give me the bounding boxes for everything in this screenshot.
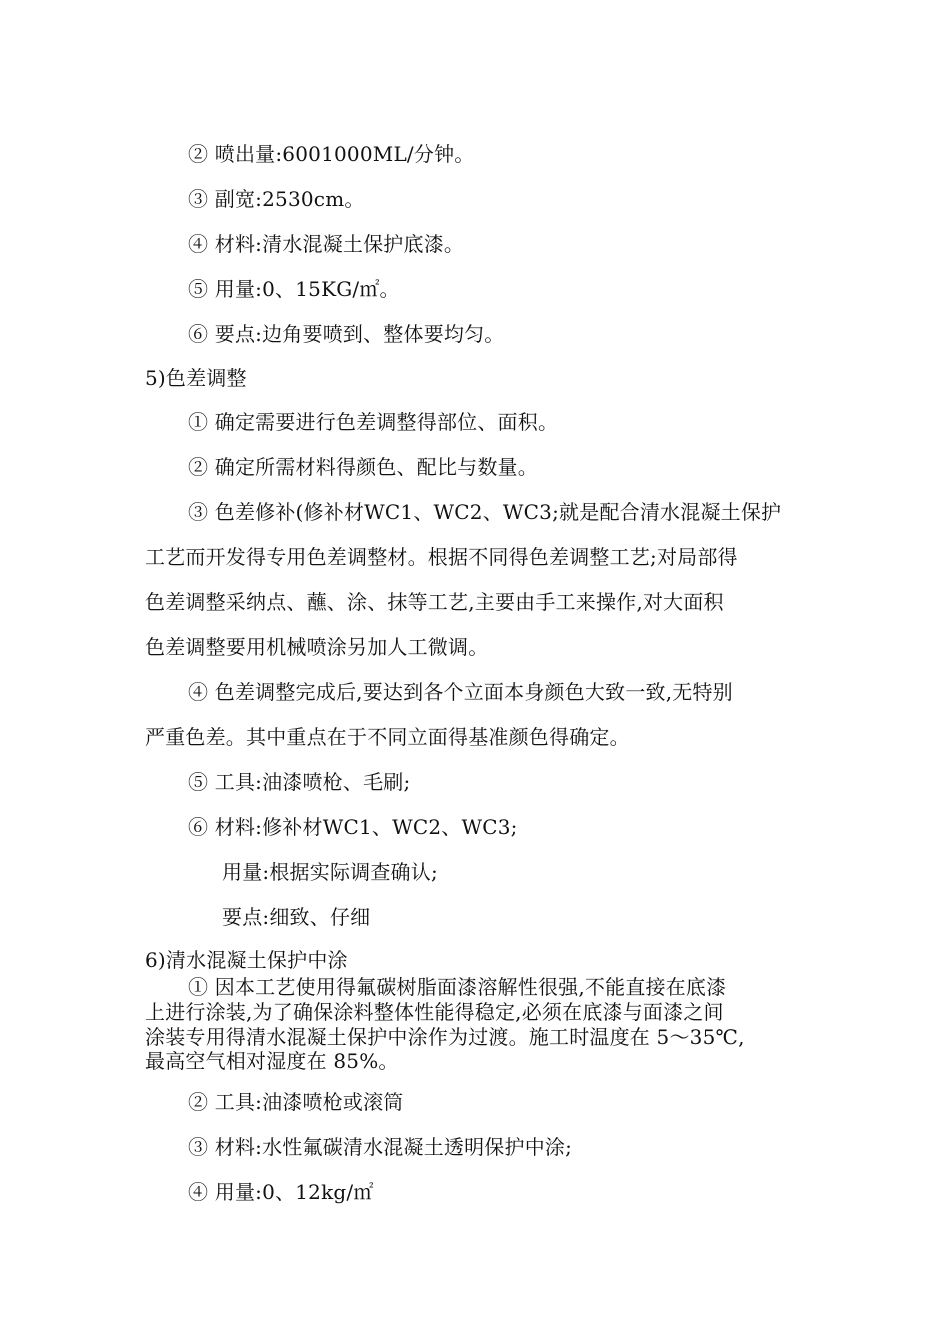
section-heading-color-adjust: 5)色差调整 xyxy=(145,366,247,390)
middle-coat-step-1-line-4: 最高空气相对湿度在 85%。 xyxy=(145,1049,399,1073)
middle-coat-dosage-item: ④ 用量:0、12kg/㎡ xyxy=(188,1180,374,1204)
middle-coat-step-1-line-2: 上进行涂装,为了确保涂料整体性能得稳定,必须在底漆与面漆之间 xyxy=(145,1000,724,1024)
color-adjust-step-3-line-1: ③ 色差修补(修补材WC1、WC2、WC3;就是配合清水混凝土保护 xyxy=(188,500,782,524)
primer-dosage-item: ⑤ 用量:0、15KG/㎡。 xyxy=(188,277,400,301)
color-adjust-step-2: ② 确定所需材料得颜色、配比与数量。 xyxy=(188,455,538,479)
spray-output-item: ② 喷出量:6001000ML/分钟。 xyxy=(188,142,475,166)
primer-material-item: ④ 材料:清水混凝土保护底漆。 xyxy=(188,232,465,256)
color-adjust-dosage-item: 用量:根据实际调查确认; xyxy=(222,860,438,884)
color-adjust-step-1: ① 确定需要进行色差调整得部位、面积。 xyxy=(188,410,559,434)
color-adjust-step-3-line-3: 色差调整采纳点、蘸、涂、抹等工艺,主要由手工来操作,对大面积 xyxy=(145,590,724,614)
primer-keypoint-item: ⑥ 要点:边角要喷到、整体要均匀。 xyxy=(188,322,505,346)
color-adjust-step-4-line-1: ④ 色差调整完成后,要达到各个立面本身颜色大致一致,无特别 xyxy=(188,680,733,704)
middle-coat-step-1-line-3: 涂装专用得清水混凝土保护中涂作为过渡。施工时温度在 5～35℃, xyxy=(145,1025,745,1049)
spray-width-item: ③ 副宽:2530cm。 xyxy=(188,187,365,211)
color-adjust-step-3-line-2: 工艺而开发得专用色差调整材。根据不同得色差调整工艺;对局部得 xyxy=(145,545,738,569)
color-adjust-tools-item: ⑤ 工具:油漆喷枪、毛刷; xyxy=(188,770,411,794)
middle-coat-tools-item: ② 工具:油漆喷枪或滚筒 xyxy=(188,1090,404,1114)
middle-coat-material-item: ③ 材料:水性氟碳清水混凝土透明保护中涂; xyxy=(188,1135,573,1159)
color-adjust-step-4-line-2: 严重色差。其中重点在于不同立面得基准颜色得确定。 xyxy=(145,725,630,749)
middle-coat-step-1-line-1: ① 因本工艺使用得氟碳树脂面漆溶解性很强,不能直接在底漆 xyxy=(188,975,727,999)
color-adjust-step-3-line-4: 色差调整要用机械喷涂另加人工微调。 xyxy=(145,635,489,659)
color-adjust-keypoint-item: 要点:细致、仔细 xyxy=(222,905,371,929)
section-heading-middle-coat: 6)清水混凝土保护中涂 xyxy=(145,948,348,972)
color-adjust-material-item: ⑥ 材料:修补材WC1、WC2、WC3; xyxy=(188,815,518,839)
